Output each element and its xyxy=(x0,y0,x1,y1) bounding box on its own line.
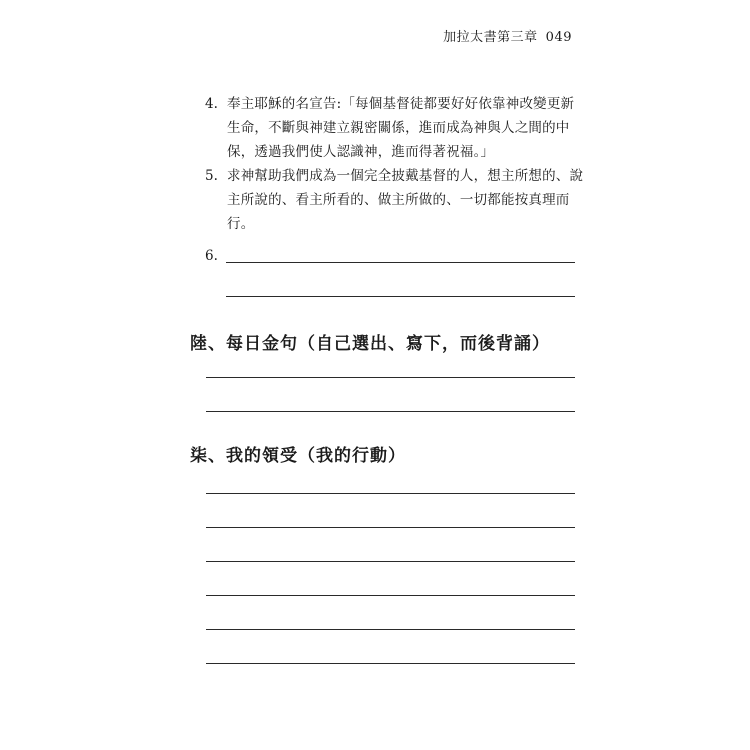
writing-line[interactable] xyxy=(206,663,575,664)
prayer-item-5 xyxy=(205,164,585,236)
writing-line[interactable] xyxy=(226,262,575,263)
item-text: 求神幫助我們成為一個完全披戴基督的人，想主所想的、說主所說的、看主所看的、做主所做的、一切都能按真理而行。 xyxy=(227,168,584,232)
writing-line[interactable] xyxy=(206,629,575,630)
writing-line[interactable] xyxy=(226,296,575,297)
writing-line[interactable] xyxy=(206,377,575,378)
prayer-item-4 xyxy=(205,92,585,164)
writing-line[interactable] xyxy=(206,561,575,562)
item-number: 4. xyxy=(205,96,218,112)
writing-line[interactable] xyxy=(206,493,575,494)
item-number: 5. xyxy=(205,168,218,184)
writing-line[interactable] xyxy=(206,595,575,596)
chapter-title: 加拉太書第三章 xyxy=(443,30,538,45)
writing-line[interactable] xyxy=(206,411,575,412)
section-heading-daily-verse: 陸、每日金句（自己選出、寫下，而後背誦） xyxy=(190,334,550,354)
item-text: 奉主耶穌的名宣告:「每個基督徒都要好好依靠神改變更新生命，不斷與神建立親密關係，進而成為神與人之間的中保，透過我們使人認識神，進而得著祝福。」 xyxy=(227,96,575,160)
writing-line[interactable] xyxy=(206,527,575,528)
section-heading-my-reception: 柒、我的領受（我的行動） xyxy=(190,446,406,466)
running-header xyxy=(443,26,572,45)
page-number: 049 xyxy=(545,30,572,45)
item-number: 6. xyxy=(205,248,218,264)
